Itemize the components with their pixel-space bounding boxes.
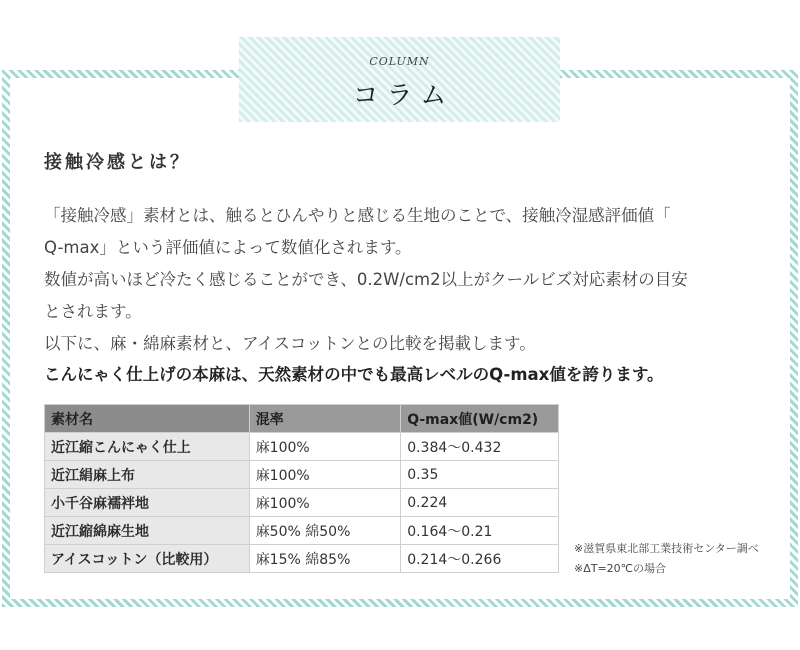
material-name-cell: 近江縮こんにゃく仕上: [45, 433, 250, 461]
section-heading: 接触冷感とは？: [44, 152, 191, 173]
paragraph-line-2: Q-max」という評価値によって数値化されます。: [44, 238, 412, 257]
blend-cell: 麻50% 綿50%: [249, 517, 401, 545]
title-english: COLUMN: [369, 55, 430, 68]
table-row: [45, 545, 559, 573]
qmax-comparison-table: [44, 404, 559, 573]
table-row: [45, 489, 559, 517]
header-qmax: Q-max値(W/cm2): [401, 405, 559, 433]
qmax-cell: 0.35: [401, 461, 559, 489]
material-name-cell: 近江縮綿麻生地: [45, 517, 250, 545]
qmax-cell: 0.164〜0.21: [401, 517, 559, 545]
table-row: [45, 517, 559, 545]
paragraph-line-3: 数値が高いほど冷たく感じることができ、0.2W/cm2以上がクールビズ対応素材の目安: [44, 270, 688, 289]
paragraph-line-1: 「接触冷感」素材とは、触るとひんやりと感じる生地のことで、接触冷湿感評価値「: [44, 206, 671, 225]
qmax-cell: 0.224: [401, 489, 559, 517]
table-row: [45, 433, 559, 461]
material-name-cell: 小千谷麻襦袢地: [45, 489, 250, 517]
source-note: ※滋賀県東北部工業技術センター調べ: [574, 542, 759, 555]
title-box: [239, 37, 560, 122]
header-blend: 混率: [249, 405, 401, 433]
highlight-text: こんにゃく仕上げの本麻は、天然素材の中でも最高レベルのQ-max値を誇ります。: [44, 365, 664, 384]
title-japanese: コラム: [352, 81, 455, 111]
material-name-cell: 近江絹麻上布: [45, 461, 250, 489]
material-name-cell: アイスコットン（比較用）: [45, 545, 250, 573]
condition-note: ※ΔT=20℃の場合: [574, 562, 667, 575]
blend-cell: 麻100%: [249, 461, 401, 489]
blend-cell: 麻100%: [249, 489, 401, 517]
blend-cell: 麻15% 綿85%: [249, 545, 401, 573]
paragraph-line-4: とされます。: [44, 302, 142, 321]
qmax-cell: 0.384〜0.432: [401, 433, 559, 461]
blend-cell: 麻100%: [249, 433, 401, 461]
qmax-cell: 0.214〜0.266: [401, 545, 559, 573]
header-material: 素材名: [45, 405, 250, 433]
paragraph-line-5: 以下に、麻・綿麻素材と、アイスコットンとの比較を掲載します。: [44, 334, 536, 353]
table-header-row: [45, 405, 559, 433]
table-row: [45, 461, 559, 489]
